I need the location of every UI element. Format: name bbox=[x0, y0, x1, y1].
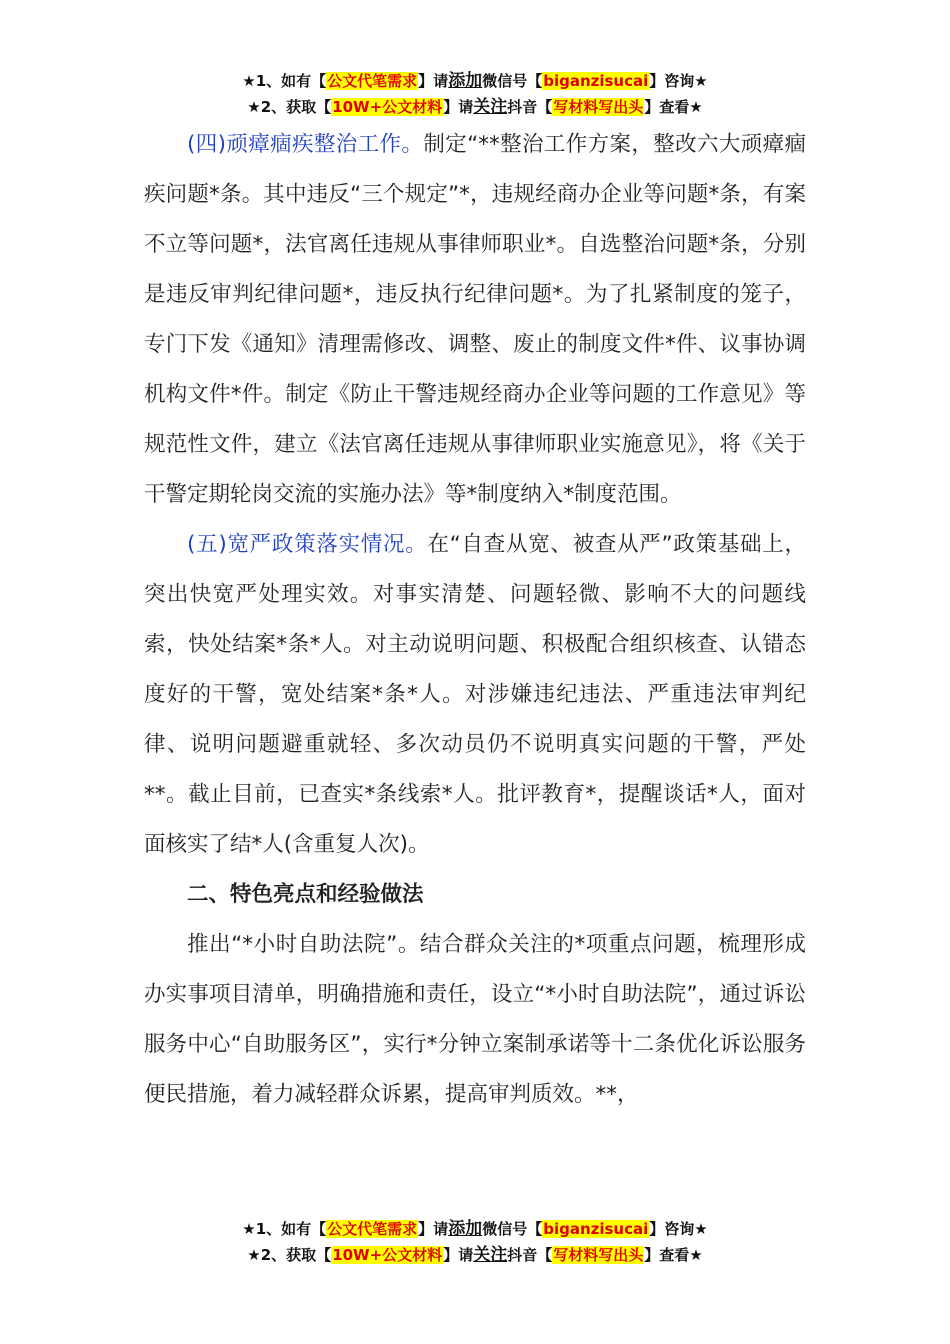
banner-text: 抖音【 bbox=[507, 98, 553, 116]
banner-text: ★1、如有【 bbox=[242, 1220, 327, 1238]
paragraph-text: 在“自查从宽、被查从严”政策基础上，突出快宽严处理实效。对事实清楚、问题轻微、影响不大的问题线索，快处结案*条*人。对主动说明问题、积极配合组织核查、认错态度好的干警，宽处结案*条*人。对涉嫌违纪违法、严重违法审判纪律、说明问题避重就轻、多次动员仍不说明真实问题的干警，严处**。截止目前，已查实*条线索*人。批评教育*，提醒谈话*人，面对面核实了结*人(含重复人次)。 bbox=[144, 532, 807, 857]
paragraph-text: 制定“**整治工作方案，整改六大顽瘴痼疾问题*条。其中违反“三个规定”*，违规经商办企业等问题*条，有案不立等问题*，法官离任违规从事律师职业*。自选整治问题*条，分别是违反审判纪律问题*，违反执行纪律问题*。为了扎紧制度的笼子，专门下发《通知》清理需修改、调整、废止的制度文件*件、议事协调机构文件*件。制定《防止干警违规经商办企业等问题的工作意见》等规范性文件，建立《法官离任违规从事律师职业实施意见》，将《关于干警定期轮岗交流的实施办法》等*制度纳入*制度范围。 bbox=[144, 132, 806, 507]
banner-highlight: 公文代笔需求 bbox=[327, 1220, 418, 1238]
banner-text: 】请 bbox=[418, 1220, 449, 1238]
banner-highlight: 10W+公文材料 bbox=[332, 1246, 443, 1264]
banner-text: 抖音【 bbox=[507, 1246, 553, 1264]
banner-highlight: biganzisucai bbox=[543, 72, 649, 90]
paragraph-5 bbox=[144, 520, 806, 870]
banner-text: 】查看★ bbox=[644, 98, 703, 116]
banner-text: 】请 bbox=[443, 98, 474, 116]
document-body bbox=[144, 120, 806, 1120]
banner-text: ★2、获取【 bbox=[247, 1246, 332, 1264]
banner-underline: 关注 bbox=[473, 1245, 508, 1265]
banner-line-2 bbox=[0, 94, 950, 120]
banner-text: ★1、如有【 bbox=[242, 72, 327, 90]
banner-highlight: 公文代笔需求 bbox=[327, 72, 418, 90]
bottom-banner bbox=[0, 1216, 950, 1268]
banner-text: 微信号【 bbox=[482, 72, 543, 90]
paragraph-text: 推出“*小时自助法院”。结合群众关注的*项重点问题，梳理形成办实事项目清单，明确措施和责任，设立“*小时自助法院”，通过诉讼服务中心“自助服务区”，实行*分钟立案制承诺等十二条优化诉讼服务便民措施，着力减轻群众诉累，提高审判质效。**， bbox=[144, 932, 806, 1107]
banner-line-1 bbox=[0, 68, 950, 94]
banner-text: 】咨询★ bbox=[649, 1220, 708, 1238]
banner-text: 】请 bbox=[443, 1246, 474, 1264]
paragraph-6 bbox=[144, 920, 806, 1120]
banner-underline: 添加 bbox=[448, 1219, 483, 1239]
top-banner bbox=[0, 68, 950, 120]
paragraph-heading: (五)宽严政策落实情况。 bbox=[187, 532, 428, 557]
banner-highlight: 写材料写出头 bbox=[553, 1246, 644, 1264]
banner-highlight: 写材料写出头 bbox=[553, 98, 644, 116]
banner-underline: 关注 bbox=[473, 97, 508, 117]
banner-text: 】请 bbox=[418, 72, 449, 90]
banner-underline: 添加 bbox=[448, 71, 483, 91]
banner-text: 微信号【 bbox=[482, 1220, 543, 1238]
section-title: 二、特色亮点和经验做法 bbox=[187, 882, 424, 907]
banner-line-1 bbox=[0, 1216, 950, 1242]
paragraph-4 bbox=[144, 120, 806, 520]
paragraph-heading: (四)顽瘴痼疾整治工作。 bbox=[187, 132, 424, 157]
banner-highlight: biganzisucai bbox=[543, 1220, 649, 1238]
banner-text: 】咨询★ bbox=[649, 72, 708, 90]
banner-highlight: 10W+公文材料 bbox=[332, 98, 443, 116]
banner-text: 】查看★ bbox=[644, 1246, 703, 1264]
banner-line-2 bbox=[0, 1242, 950, 1268]
banner-text: ★2、获取【 bbox=[247, 98, 332, 116]
